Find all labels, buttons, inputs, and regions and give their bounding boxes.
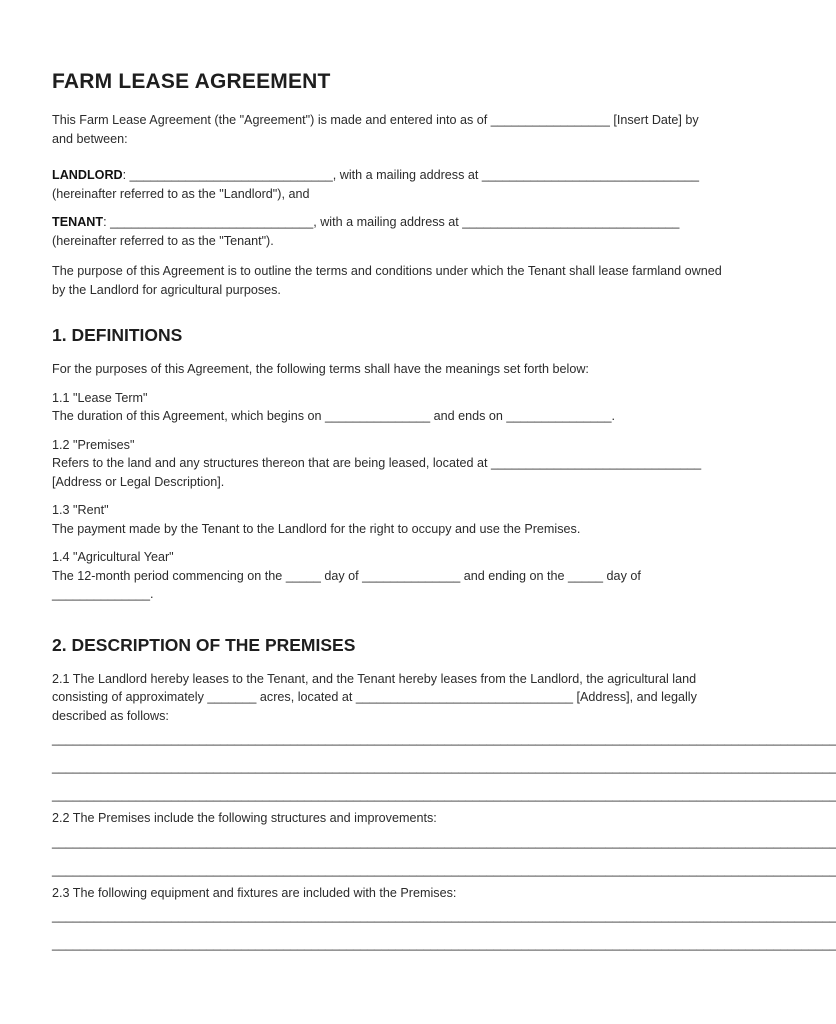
blank-line: ________________________________________________________________________________________________________________ (52, 788, 836, 802)
blank-line: ________________________________________________________________________________________________________________ (52, 862, 836, 877)
tenant-label: TENANT (52, 215, 104, 229)
blank-line: ________________________________________________________________________________________________________________ (52, 732, 836, 746)
clause-2-1: 2.1 The Landlord hereby leases to the Tenant, and the Tenant hereby leases from the Landlord, the agricultural land consisting of approximately _______ acres, located at _______________________________ [Address], and legally described as follows: (52, 671, 697, 723)
blank-line: ________________________________________________________________________________________________________________ (52, 834, 836, 849)
definition-term: 1.4 "Agricultural Year" (52, 550, 174, 564)
section-2-heading: 2. DESCRIPTION OF THE PREMISES (52, 634, 356, 655)
definition-term: 1.1 "Lease Term" (52, 390, 148, 405)
blank-line: ________________________________________________________________________________________________________________ (52, 937, 836, 951)
tenant-paragraph (52, 213, 722, 250)
landlord-text: : _____________________________, with a mailing address at _______________________________ (hereinafter referred to as the "Landlord"), and (52, 168, 699, 201)
definition-text: The 12-month period commencing on the _____ day of ______________ and ending on the _____ day of ______________. (52, 568, 641, 601)
definition-item (52, 548, 722, 604)
definitions-intro: For the purposes of this Agreement, the following terms shall have the meanings set forth below: (52, 362, 589, 376)
definition-term: 1.2 "Premises" (52, 437, 135, 452)
document-body (52, 70, 836, 958)
definition-item (52, 501, 722, 538)
landlord-label: LANDLORD (52, 168, 123, 182)
document-title: FARM LEASE AGREEMENT (52, 70, 331, 93)
purpose-paragraph: The purpose of this Agreement is to outline the terms and conditions under which the Tenant shall lease farmland owned by the Landlord for agricultural purposes. (52, 264, 722, 297)
definition-text: The duration of this Agreement, which begins on _______________ and ends on _______________. (52, 409, 615, 423)
definition-item (52, 436, 722, 492)
definition-text: The payment made by the Tenant to the Landlord for the right to occupy and use the Premises. (52, 521, 581, 536)
clause-2-2: 2.2 The Premises include the following structures and improvements: (52, 811, 437, 825)
definition-text: Refers to the land and any structures thereon that are being leased, located at ______________________________ [Address or Legal Description]. (52, 456, 702, 489)
clause-2-3: 2.3 The following equipment and fixtures are included with the Premises: (52, 885, 457, 900)
tenant-text: : _____________________________, with a mailing address at _______________________________ (hereinafter referred to as the "Tenant"). (52, 215, 680, 248)
landlord-paragraph (52, 166, 722, 203)
section-1-heading: 1. DEFINITIONS (52, 325, 183, 345)
definition-item (52, 389, 722, 426)
intro-paragraph: This Farm Lease Agreement (the "Agreement") is made and entered into as of _________________ [Insert Date] by and between: (52, 113, 699, 146)
definition-term: 1.3 "Rent" (52, 503, 109, 517)
blank-line: ________________________________________________________________________________________________________________ (52, 760, 836, 774)
blank-line: ________________________________________________________________________________________________________________ (52, 909, 836, 923)
